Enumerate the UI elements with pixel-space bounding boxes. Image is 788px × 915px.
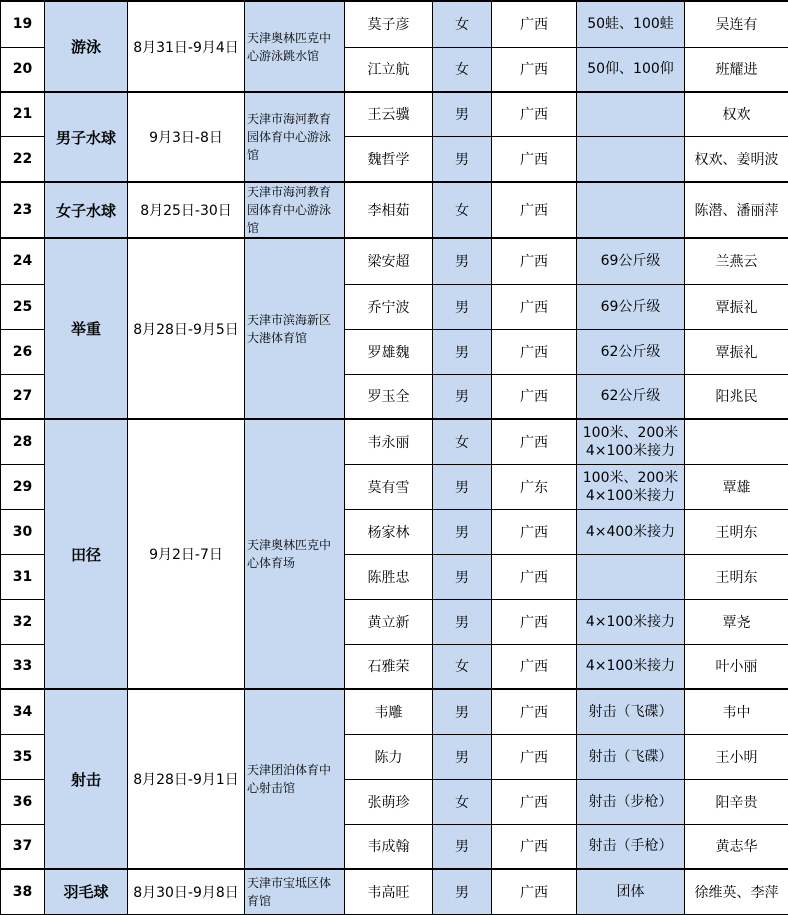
dates-cell: 9月3日-8日 — [128, 92, 245, 182]
gender-cell: 男 — [433, 464, 492, 509]
row-number: 37 — [1, 824, 45, 869]
gender-cell: 女 — [433, 182, 492, 238]
athlete-name: 莫子彦 — [345, 1, 433, 47]
row-number: 34 — [1, 689, 45, 734]
athlete-name: 王云骥 — [345, 92, 433, 136]
venue-cell — [245, 869, 345, 914]
event-cell: 4×100米接力 — [577, 599, 685, 644]
row-number: 25 — [1, 284, 45, 329]
row-number: 21 — [1, 92, 45, 136]
gender-cell: 男 — [433, 238, 492, 284]
sport-cell: 女子水球 — [45, 182, 128, 238]
sport-cell: 射击 — [45, 689, 128, 869]
row-number: 36 — [1, 779, 45, 824]
region-cell: 广西 — [492, 238, 577, 284]
event-cell: 射击（飞碟） — [577, 734, 685, 779]
row-number: 26 — [1, 329, 45, 374]
coach-cell: 权欢 — [685, 92, 788, 136]
sport-cell: 田径 — [45, 419, 128, 689]
venue-text: 天津奥林匹克中心游泳跳水馆 — [247, 30, 332, 63]
coach-cell: 徐维英、李萍 — [685, 869, 788, 914]
coach-cell: 权欢、姜明波 — [685, 136, 788, 182]
region-cell: 广西 — [492, 689, 577, 734]
region-cell: 广西 — [492, 824, 577, 869]
region-cell: 广西 — [492, 182, 577, 238]
dates-cell: 8月28日-9月5日 — [128, 238, 245, 419]
event-cell — [577, 92, 685, 136]
coach-cell: 班耀进 — [685, 47, 788, 92]
coach-cell: 黄志华 — [685, 824, 788, 869]
athlete-name: 罗雄魏 — [345, 329, 433, 374]
row-number: 28 — [1, 419, 45, 464]
event-cell: 50蛙、100蛙 — [577, 1, 685, 47]
table-row — [1, 92, 788, 136]
event-cell: 69公斤级 — [577, 238, 685, 284]
athlete-name: 罗玉全 — [345, 374, 433, 419]
region-cell: 广西 — [492, 734, 577, 779]
venue-cell — [245, 1, 345, 92]
venue-text: 天津市宝坻区体育馆 — [247, 875, 332, 908]
sport-cell: 羽毛球 — [45, 869, 128, 914]
region-cell: 广西 — [492, 329, 577, 374]
dates-cell: 8月31日-9月4日 — [128, 1, 245, 92]
row-number: 33 — [1, 644, 45, 689]
gender-cell: 男 — [433, 509, 492, 554]
athlete-name: 韦永丽 — [345, 419, 433, 464]
dates-cell: 8月25日-30日 — [128, 182, 245, 238]
athlete-name: 韦雕 — [345, 689, 433, 734]
region-cell: 广西 — [492, 509, 577, 554]
gender-cell: 男 — [433, 92, 492, 136]
region-cell: 广西 — [492, 599, 577, 644]
gender-cell: 男 — [433, 824, 492, 869]
event-cell — [577, 182, 685, 238]
dates-cell: 8月28日-9月1日 — [128, 689, 245, 869]
gender-cell: 男 — [433, 689, 492, 734]
sport-cell: 男子水球 — [45, 92, 128, 182]
event-cell: 62公斤级 — [577, 374, 685, 419]
event-cell: 69公斤级 — [577, 284, 685, 329]
region-cell: 广西 — [492, 136, 577, 182]
coach-cell: 陈潜、潘丽萍 — [685, 182, 788, 238]
gender-cell: 女 — [433, 1, 492, 47]
venue-text: 天津奥林匹克中心体育场 — [247, 538, 332, 570]
athlete-name: 石雅荣 — [345, 644, 433, 689]
coach-cell: 吴连有 — [685, 1, 788, 47]
athlete-name: 陈胜忠 — [345, 554, 433, 599]
region-cell: 广西 — [492, 554, 577, 599]
event-cell: 100米、200米 4×100米接力 — [577, 464, 685, 509]
event-cell — [577, 136, 685, 182]
event-cell: 射击（手枪） — [577, 824, 685, 869]
event-cell: 射击（步枪） — [577, 779, 685, 824]
gender-cell: 女 — [433, 644, 492, 689]
coach-cell: 覃振礼 — [685, 284, 788, 329]
coach-cell: 叶小丽 — [685, 644, 788, 689]
table-row — [1, 869, 788, 914]
venue-cell — [245, 238, 345, 419]
row-number: 31 — [1, 554, 45, 599]
row-number: 29 — [1, 464, 45, 509]
coach-cell: 韦中 — [685, 689, 788, 734]
coach-cell: 阳兆民 — [685, 374, 788, 419]
region-cell: 广西 — [492, 1, 577, 47]
coach-cell: 覃雄 — [685, 464, 788, 509]
coach-cell: 覃振礼 — [685, 329, 788, 374]
row-number: 38 — [1, 869, 45, 914]
coach-cell: 兰燕云 — [685, 238, 788, 284]
gender-cell: 男 — [433, 136, 492, 182]
event-cell: 100米、200米 4×100米接力 — [577, 419, 685, 464]
gender-cell: 女 — [433, 47, 492, 92]
coach-cell — [685, 419, 788, 464]
event-cell: 50仰、100仰 — [577, 47, 685, 92]
athlete-name: 陈力 — [345, 734, 433, 779]
table-row — [1, 689, 788, 734]
gender-cell: 男 — [433, 329, 492, 374]
region-cell: 广西 — [492, 47, 577, 92]
athlete-name: 韦高旺 — [345, 869, 433, 914]
table-row — [1, 238, 788, 284]
venue-text: 天津团泊体育中心射击馆 — [247, 763, 332, 795]
gender-cell: 男 — [433, 554, 492, 599]
coach-cell: 覃尧 — [685, 599, 788, 644]
region-cell: 广西 — [492, 284, 577, 329]
dates-cell: 8月30日-9月8日 — [128, 869, 245, 914]
venue-text: 天津市海河教育园体育中心游泳馆 — [247, 112, 332, 162]
row-number: 24 — [1, 238, 45, 284]
event-cell: 团体 — [577, 869, 685, 914]
coach-cell: 王明东 — [685, 554, 788, 599]
gender-cell: 男 — [433, 734, 492, 779]
event-cell — [577, 554, 685, 599]
table-row — [1, 182, 788, 238]
coach-cell: 王小明 — [685, 734, 788, 779]
event-cell: 4×100米接力 — [577, 644, 685, 689]
athlete-name: 张萌珍 — [345, 779, 433, 824]
venue-cell — [245, 92, 345, 182]
row-number: 19 — [1, 1, 45, 47]
region-cell: 广西 — [492, 92, 577, 136]
gender-cell: 男 — [433, 869, 492, 914]
gender-cell: 女 — [433, 779, 492, 824]
row-number: 35 — [1, 734, 45, 779]
athlete-name: 李相茹 — [345, 182, 433, 238]
gender-cell: 女 — [433, 419, 492, 464]
venue-cell — [245, 689, 345, 869]
gender-cell: 男 — [433, 599, 492, 644]
coach-cell: 王明东 — [685, 509, 788, 554]
athlete-name: 江立航 — [345, 47, 433, 92]
row-number: 22 — [1, 136, 45, 182]
dates-cell: 9月2日-7日 — [128, 419, 245, 689]
row-number: 20 — [1, 47, 45, 92]
venue-cell — [245, 419, 345, 689]
venue-cell — [245, 182, 345, 238]
region-cell: 广西 — [492, 419, 577, 464]
venue-text: 天津市海河教育园体育中心游泳馆 — [247, 185, 332, 235]
athlete-name: 魏哲学 — [345, 136, 433, 182]
sport-cell: 游泳 — [45, 1, 128, 92]
sport-cell: 举重 — [45, 238, 128, 419]
region-cell: 广东 — [492, 464, 577, 509]
athlete-name: 莫有雪 — [345, 464, 433, 509]
coach-cell: 阳辛贵 — [685, 779, 788, 824]
gender-cell: 男 — [433, 284, 492, 329]
table-row — [1, 419, 788, 464]
venue-text: 天津市滨海新区大港体育馆 — [247, 312, 332, 345]
row-number: 32 — [1, 599, 45, 644]
athlete-name: 杨家林 — [345, 509, 433, 554]
row-number: 27 — [1, 374, 45, 419]
athlete-name: 韦成翰 — [345, 824, 433, 869]
region-cell: 广西 — [492, 644, 577, 689]
region-cell: 广西 — [492, 374, 577, 419]
region-cell: 广西 — [492, 779, 577, 824]
row-number: 30 — [1, 509, 45, 554]
athlete-name: 梁安超 — [345, 238, 433, 284]
region-cell: 广西 — [492, 869, 577, 914]
gender-cell: 男 — [433, 374, 492, 419]
table-row — [1, 1, 788, 47]
event-cell: 62公斤级 — [577, 329, 685, 374]
row-number: 23 — [1, 182, 45, 238]
event-cell: 4×400米接力 — [577, 509, 685, 554]
athlete-name: 乔宁波 — [345, 284, 433, 329]
event-cell: 射击（飞碟） — [577, 689, 685, 734]
athlete-name: 黄立新 — [345, 599, 433, 644]
